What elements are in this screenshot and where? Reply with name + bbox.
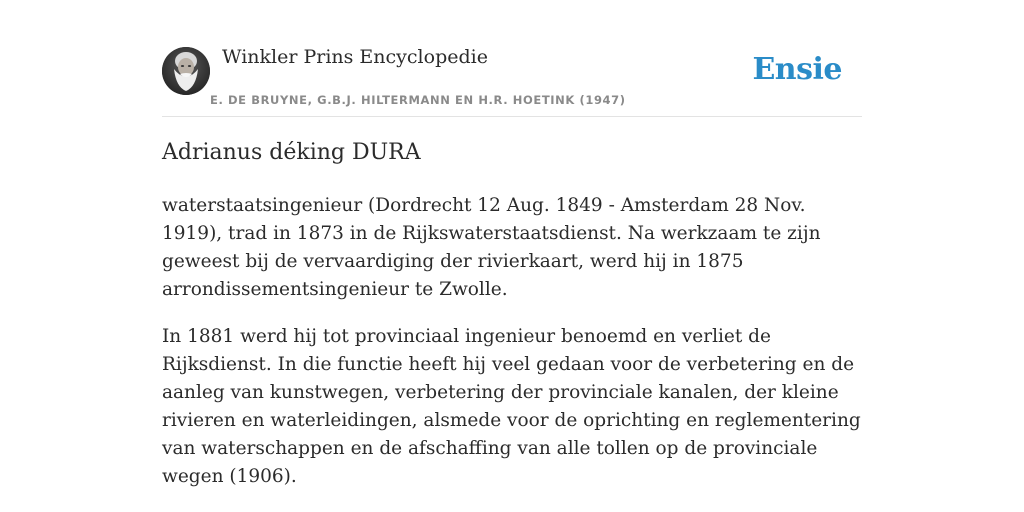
author-avatar[interactable] <box>162 47 210 95</box>
bearded-portrait-icon <box>162 47 210 95</box>
encyclopedia-header <box>162 40 862 117</box>
publication-title[interactable]: Winkler Prins Encyclopedie <box>222 46 488 68</box>
entry-title: Adrianus déking DURA <box>162 140 421 165</box>
entry-content <box>162 192 867 510</box>
entry-paragraph: waterstaatsingenieur (Dordrecht 12 Aug. 1849 - Amsterdam 28 Nov. 1919), trad in 1873 in de Rijkswaterstaatsdienst. Na werkzaam te zijn geweest bij de vervaardiging der rivierkaart, werd hij in 1875 arrondissementsingenieur te Zwolle. <box>162 195 821 300</box>
authors-line: E. DE BRUYNE, G.B.J. HILTERMANN EN H.R. HOETINK (1947) <box>210 93 626 107</box>
ensie-logo[interactable]: Ensie <box>752 52 842 87</box>
entry-paragraph: In 1881 werd hij tot provinciaal ingenieur benoemd en verliet de Rijksdienst. In die functie heeft hij veel gedaan voor de verbetering en de aanleg van kunstwegen, verbetering der provinciale kanalen, der kleine rivieren en waterleidingen, alsmede voor de oprichting en reglementering van waterschappen en de afschaffing van alle tollen op de provinciale wegen (1906). <box>162 326 861 487</box>
